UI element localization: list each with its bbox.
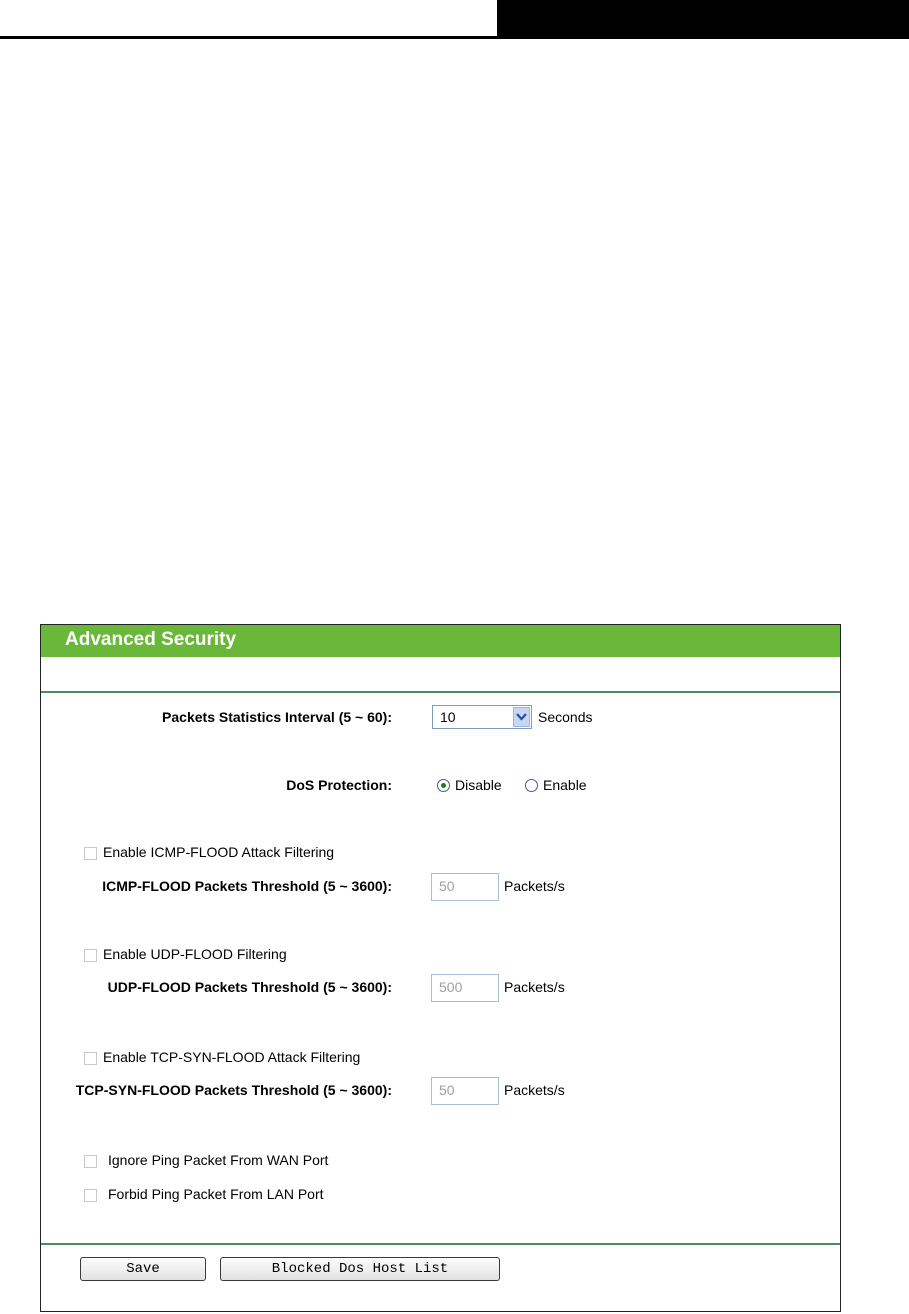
icmp-flood-enable-label: Enable ICMP-FLOOD Attack Filtering: [103, 844, 335, 860]
packets-interval-label: Packets Statistics Interval (5 ~ 60):: [162, 709, 392, 725]
advanced-security-panel: [40, 624, 841, 1312]
forbid-ping-lan-label: Forbid Ping Packet From LAN Port: [108, 1186, 324, 1202]
udp-threshold-unit: Packets/s: [504, 979, 565, 995]
top-divider: [41, 691, 840, 693]
blocked-dos-host-list-button[interactable]: Blocked Dos Host List: [220, 1257, 500, 1281]
ignore-ping-wan-label: Ignore Ping Packet From WAN Port: [108, 1152, 329, 1168]
save-button[interactable]: Save: [80, 1257, 206, 1281]
icmp-threshold-input[interactable]: 50: [431, 873, 499, 901]
packets-interval-unit: Seconds: [538, 709, 593, 725]
tcp-syn-flood-checkbox[interactable]: [84, 1052, 97, 1065]
tcp-syn-flood-enable-label: Enable TCP-SYN-FLOOD Attack Filtering: [103, 1049, 361, 1065]
dos-disable-radio[interactable]: [437, 779, 450, 792]
dos-enable-radio[interactable]: [525, 779, 538, 792]
panel-header: [41, 625, 840, 657]
udp-flood-enable-label: Enable UDP-FLOOD Filtering: [103, 946, 287, 962]
ignore-ping-wan-checkbox[interactable]: [84, 1155, 97, 1168]
page-header-rule: [0, 36, 497, 39]
bottom-divider: [41, 1243, 840, 1245]
panel-title: Advanced Security: [65, 629, 237, 650]
tcp-syn-threshold-input[interactable]: 50: [431, 1077, 499, 1105]
tcp-syn-threshold-unit: Packets/s: [504, 1082, 565, 1098]
icmp-flood-checkbox[interactable]: [84, 847, 97, 860]
packets-interval-value: 10: [440, 709, 456, 725]
dos-disable-label: Disable: [455, 777, 502, 793]
forbid-ping-lan-checkbox[interactable]: [84, 1189, 97, 1202]
tcp-syn-threshold-label: TCP-SYN-FLOOD Packets Threshold (5 ~ 3600):: [75, 1082, 392, 1098]
dos-protection-label: DoS Protection:: [286, 777, 392, 793]
dos-enable-label: Enable: [543, 777, 587, 793]
icmp-threshold-unit: Packets/s: [504, 878, 565, 894]
page-header-block: [497, 0, 909, 39]
udp-flood-checkbox[interactable]: [84, 949, 97, 962]
packets-interval-select[interactable]: [432, 705, 532, 729]
udp-threshold-label: UDP-FLOOD Packets Threshold (5 ~ 3600):: [107, 979, 392, 995]
icmp-threshold-label: ICMP-FLOOD Packets Threshold (5 ~ 3600):: [102, 878, 392, 894]
chevron-down-icon[interactable]: [513, 707, 530, 727]
udp-threshold-input[interactable]: 500: [431, 974, 499, 1002]
